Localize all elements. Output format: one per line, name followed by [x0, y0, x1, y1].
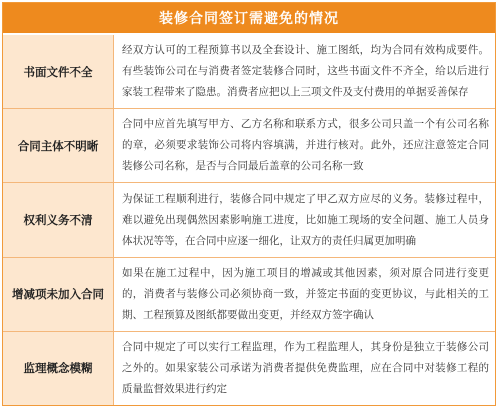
table-body [3, 35, 495, 405]
row-content-cell [114, 332, 495, 405]
row-content-cell [114, 35, 495, 108]
row-label: 合同主体不明晰 [17, 138, 99, 153]
row-label: 监理概念模糊 [23, 361, 93, 376]
row-description: 如果在施工过程中，因为施工项目的增减或其他因素，须对原合同进行变更的，消费者与装修公司必须协商一致，并签定书面的变更协议，与此相关的工期、工程预算及图纸都要做出变更，并经双方签字确认 [122, 266, 489, 321]
row-content-cell [114, 258, 495, 331]
row-description: 经双方认可的工程预算书以及全套设计、施工图纸，均为合同有效构成要件。有些装饰公司在与消费者签定装修合同时，这些书面文件不齐全，给以后进行家装工程带来了隐患。消费者应把以上三项文件及支付费用的单据妥善保存 [122, 44, 489, 99]
row-label-cell [3, 332, 114, 405]
row-label-cell [3, 183, 114, 256]
table-row [3, 258, 495, 332]
row-label-cell [3, 109, 114, 182]
info-table [2, 2, 496, 406]
row-label-cell [3, 258, 114, 331]
table-row [3, 183, 495, 257]
table-row [3, 35, 495, 109]
row-content-cell [114, 109, 495, 182]
row-label: 书面文件不全 [23, 64, 93, 79]
row-description: 为保证工程顺利进行，装修合同中规定了甲乙双方应尽的义务。装修过程中，难以避免出现偶然因素影响施工进度，比如施工现场的安全问题、施工人员身体状况等等，在合同中应逐一细化，让双方的责任归属更加明确 [122, 192, 489, 247]
row-label-cell [3, 35, 114, 108]
table-row [3, 332, 495, 405]
row-content-cell [114, 183, 495, 256]
title-bar [3, 3, 495, 35]
row-description: 合同中规定了可以实行工程监理，作为工程监理人，其身份是独立于装修公司之外的。如果家装公司承诺为消费者提供免费监理，应在合同中对装修工程的质量监督效果进行约定 [122, 340, 489, 395]
row-description: 合同中应首先填写甲方、乙方名称和联系方式，很多公司只盖一个有公司名称的章，必须要求装饰公司将内容填满，并进行核对。此外，还应注意签定合同装修公司名称，是否与合同最后盖章的公司名称一致 [122, 118, 489, 173]
row-label: 权利义务不清 [23, 213, 93, 227]
table-row [3, 109, 495, 183]
table-title: 装修合同签订需避免的情况 [159, 11, 339, 27]
row-label: 增减项未加入合同 [12, 287, 104, 302]
